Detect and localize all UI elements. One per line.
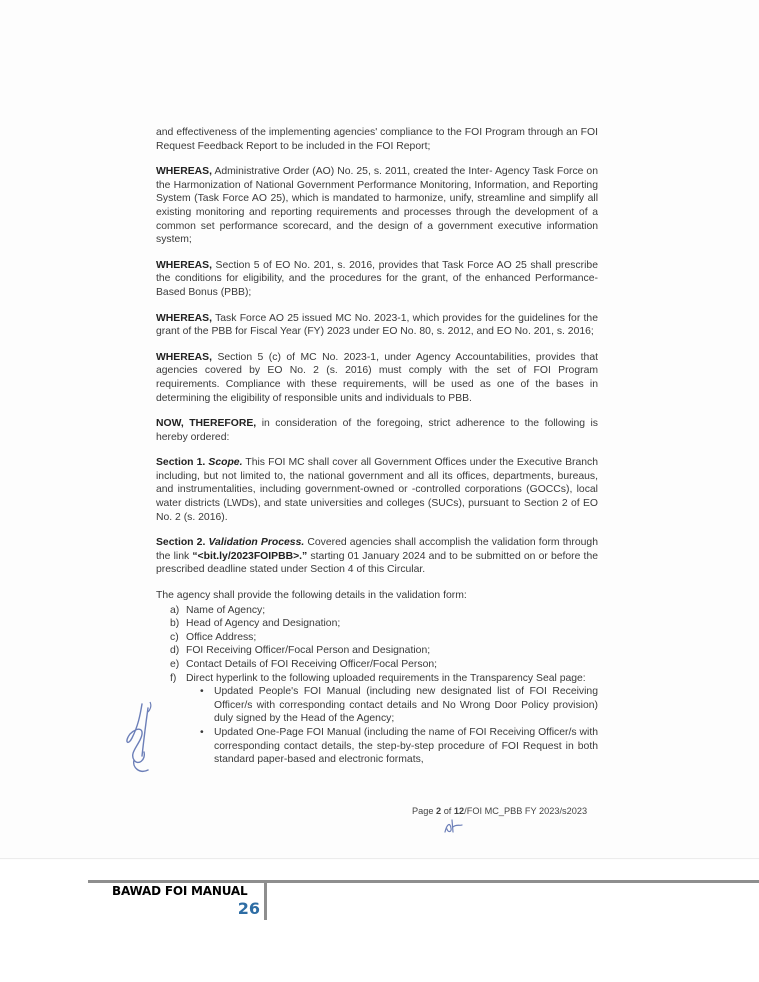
list-item xyxy=(170,658,598,672)
bullet-item xyxy=(200,685,598,726)
whereas-lead: WHEREAS, xyxy=(156,259,212,271)
bullet-item xyxy=(200,726,598,767)
page-of: of xyxy=(441,806,454,816)
paragraph-text: Section 5 (c) of MC No. 2023-1, under Agency Accountabilities, provides that agencies covered by EO No. 2 (s. 2016) must comply with the set of FOI Program requirements. Compliance with these requirements, will be used as one of the bases in determining the eligibility of responsible units and individuals to PBB. xyxy=(156,351,598,404)
list-item-label: b) xyxy=(170,618,180,630)
details-list xyxy=(170,604,598,686)
paragraph-text: Task Force AO 25 issued MC No. 2023-1, which provides for the guidelines for the grant of the PBB for Fiscal Year (FY) 2023 under EO No. 80, s. 2012, and EO No. 201, s. 2016; xyxy=(156,312,598,338)
paragraph-text: Covered agencies shall accomplish the validation form through the link xyxy=(156,537,598,562)
list-item xyxy=(170,631,598,645)
paragraph-text: starting 01 January 2024 and to be submitted on or before the prescribed deadline stated under Section 4 of this Circular. xyxy=(156,550,598,576)
whereas-lead: WHEREAS, xyxy=(156,312,212,324)
validation-link: “<bit.ly/2023FOIPBB>.” xyxy=(192,550,308,562)
paragraph-text: Section 5 of EO No. 201, s. 2016, provides that Task Force AO 25 shall prescribe the conditions for eligibility, and the procedures for the grant, of the enhanced Performance-Based Bonus (PBB); xyxy=(156,259,598,298)
list-item-label: d) xyxy=(170,645,180,657)
bullet-text: Updated People's FOI Manual (including new designated list of FOI Receiving Officer/s with corresponding contact details and No Wrong Door Policy provision) duly signed by the Head of the Agency; xyxy=(214,686,598,725)
footer-page-number: 26 xyxy=(237,899,260,918)
page-marker xyxy=(412,806,587,816)
list-item-label: c) xyxy=(170,631,179,643)
requirements-bullets xyxy=(200,685,598,767)
list-item xyxy=(170,644,598,658)
section-number: Section 2. xyxy=(156,537,206,549)
paragraph-text: in consideration of the foregoing, strict adherence to the following is hereby ordered: xyxy=(156,418,599,443)
list-item-text: Contact Details of FOI Receiving Officer/Focal Person; xyxy=(186,659,438,670)
list-item-text: Office Address; xyxy=(186,631,257,643)
bullet-icon: • xyxy=(200,726,204,738)
section-2 xyxy=(156,536,598,577)
page-current: 2 xyxy=(436,806,442,816)
list-item xyxy=(170,604,598,618)
paragraph-text: Administrative Order (AO) No. 25, s. 2011, created the Inter- Agency Task Force on the Harmonization of National Government Performance Monitoring, Information, and Reporting System (Task Force AO 25), which is mandated to harmonize, unify, streamline and simplify all existing monitoring and reporting requirements and processes through the development of a common set performance scorecard, and the design of a government executive information system; xyxy=(156,166,598,246)
whereas-lead: WHEREAS, xyxy=(156,166,212,178)
list-item-text: Head of Agency and Designation; xyxy=(186,618,341,630)
page-suffix: /FOI MC_PBB FY 2023/s2023 xyxy=(464,806,588,816)
list-item xyxy=(170,672,598,686)
whereas-paragraph xyxy=(156,312,598,339)
page-prefix: Page xyxy=(412,806,437,816)
now-therefore-lead: NOW, THEREFORE, xyxy=(156,418,257,430)
footer-divider xyxy=(264,880,267,920)
list-item-label: f) xyxy=(170,672,177,684)
list-item-text: FOI Receiving Officer/Focal Person and Designation; xyxy=(186,645,431,657)
page-total: 12 xyxy=(453,806,465,816)
footer-title: BAWAD FOI MANUAL xyxy=(112,884,248,898)
scan-edge xyxy=(0,858,759,859)
whereas-paragraph xyxy=(156,351,598,405)
signature-mark xyxy=(112,698,162,780)
whereas-paragraph xyxy=(156,259,598,300)
paragraph-text: and effectiveness of the implementing agencies' compliance to the FOI Program through an FOI Request Feedback Report to be included in the FOI Report; xyxy=(156,127,598,152)
footer-rule xyxy=(88,880,759,883)
list-item-label: a) xyxy=(170,604,180,616)
list-item-text: Name of Agency; xyxy=(186,604,266,616)
now-therefore-paragraph xyxy=(156,417,598,444)
paragraph-text: This FOI MC shall cover all Government Offices under the Executive Branch including, but not limited to, the national government and all its offices, departments, bureaus, and instrumentalities, including government-owned or -controlled corporations (GOCCs), local water districts (LWDs), and state universities and colleges (SUCs), pursuant to Section 2 of EO No. 2 (s. 2016). xyxy=(156,457,598,523)
bullet-text: Updated One-Page FOI Manual (including the name of FOI Receiving Officer/s with corresponding contact details, the step-by-step procedure of FOI Request in both standard paper-based and electronic formats, xyxy=(214,726,598,766)
list-item-label: e) xyxy=(170,659,180,670)
section-title: Validation Process. xyxy=(208,537,305,549)
bullet-icon: • xyxy=(200,686,204,698)
document-body xyxy=(156,126,598,767)
list-item xyxy=(170,617,598,631)
initials-mark xyxy=(442,818,464,836)
paragraph xyxy=(156,126,598,153)
whereas-lead: WHEREAS, xyxy=(156,351,212,363)
details-intro: The agency shall provide the following details in the validation form: xyxy=(156,590,467,602)
section-title: Scope. xyxy=(208,457,243,469)
section-1 xyxy=(156,456,598,524)
list-item-text: Direct hyperlink to the following uploaded requirements in the Transparency Seal page: xyxy=(186,672,586,684)
whereas-paragraph xyxy=(156,165,598,247)
section-number: Section 1. xyxy=(156,457,206,469)
